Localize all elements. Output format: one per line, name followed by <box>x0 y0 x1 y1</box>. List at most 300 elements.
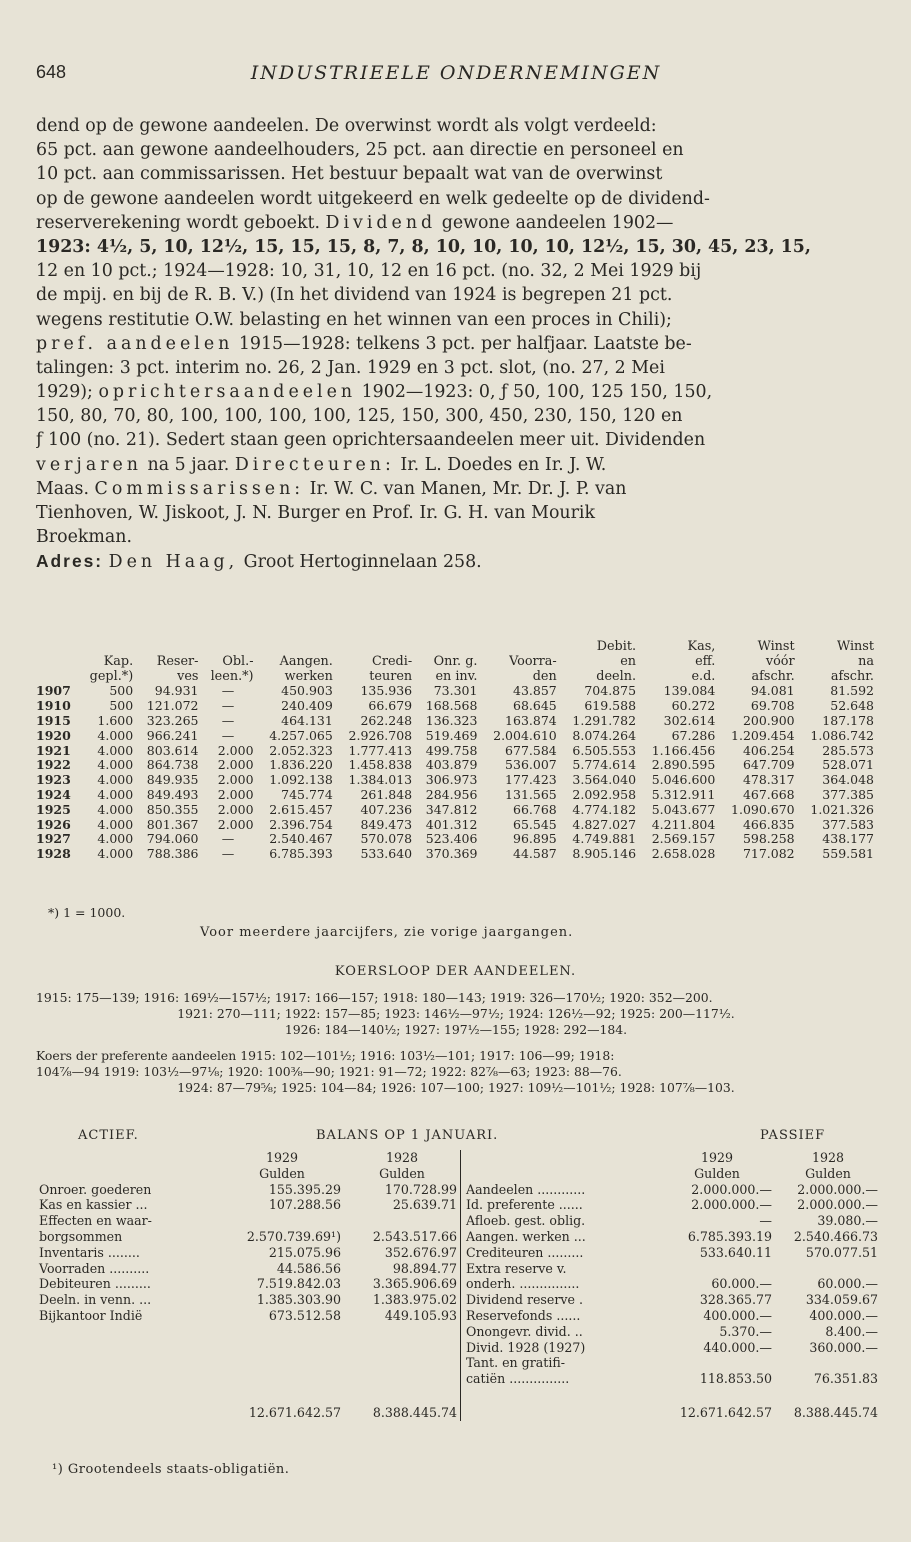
year-cell: 1928 <box>811 1150 845 1165</box>
value-cell: 1.166.456 <box>651 742 716 758</box>
year-cell: 1915 <box>36 712 71 728</box>
text-line <box>36 404 876 428</box>
value-cell: 464.131 <box>281 712 333 728</box>
balance-amount <box>344 1371 461 1387</box>
price-line: 104⅞—94 1919: 103½—97⅛; 1920: 100⅜—90; 1921: 91—72; 1922: 82⅞—63; 1923: 88—76. <box>36 1064 622 1079</box>
value-cell: 377.385 <box>822 786 874 802</box>
value-cell: 717.082 <box>742 846 795 862</box>
year-cell: 1929 <box>700 1150 734 1165</box>
year-cell: 1922 <box>36 757 71 773</box>
value-cell: 849.493 <box>146 786 199 802</box>
balance-amount: 533.640.11 <box>699 1244 772 1260</box>
value-cell: 4.000 <box>97 757 134 773</box>
balance-amount: 170.728.99 <box>384 1181 457 1197</box>
value-cell: 4.000 <box>97 846 134 862</box>
value-cell: 4.000 <box>97 772 134 788</box>
total-amount: 12.671.642.57 <box>248 1404 341 1420</box>
value-cell: 519.469 <box>425 727 478 743</box>
text-run: wegens restitutie O.W. belasting en het winnen van een proces in Chili); <box>36 309 672 330</box>
value-cell: 1.209.454 <box>731 727 795 743</box>
spaced-term: Den Haag, <box>108 552 239 573</box>
value-cell: 2.052.323 <box>269 742 333 758</box>
year-cell: 1920 <box>36 727 71 743</box>
text-line <box>36 162 876 186</box>
value-cell: 1.291.782 <box>572 712 637 728</box>
balance-item <box>36 1371 220 1387</box>
year-row <box>36 1150 881 1166</box>
value-cell: 177.423 <box>505 772 557 788</box>
blank-cell <box>463 1399 659 1421</box>
unit-row <box>36 1166 881 1182</box>
value-cell: 864.738 <box>146 757 199 773</box>
spaced-term: Commissarissen: <box>94 478 305 499</box>
value-cell: 5.046.600 <box>651 772 716 788</box>
header-cell <box>135 640 200 655</box>
blank-cell <box>36 1387 220 1399</box>
year-cell: 1926 <box>36 816 71 832</box>
value-cell: 401.312 <box>425 816 478 832</box>
balance-amount: 570.077.51 <box>805 1244 878 1260</box>
header-cell: werken <box>284 668 333 684</box>
header-cell: ves <box>177 668 199 684</box>
table-row <box>34 744 876 759</box>
balance-item: Tant. en gratifi- <box>466 1355 566 1371</box>
ordinary-share-prices <box>36 990 876 1038</box>
blank-cell <box>775 1387 881 1399</box>
header-cell: Kas, <box>687 639 716 654</box>
text-run: 10 pct. aan commissarissen. Het bestuur bepaalt wat van de overwinst <box>36 164 663 185</box>
balance-row <box>36 1213 881 1229</box>
value-cell: 67.286 <box>671 727 716 743</box>
balance-item: Kas en kassier ... <box>39 1197 148 1213</box>
value-cell: 4.000 <box>97 742 134 758</box>
header-cell: Credi- <box>372 653 413 669</box>
value-cell: 745.774 <box>281 786 333 802</box>
text-run: 1915—1928: telkens 3 pct. per halfjaar. Laatste be- <box>233 333 692 354</box>
table-row <box>34 714 876 729</box>
table-row <box>34 803 876 818</box>
balance-item: Aandeelen ............ <box>466 1181 586 1197</box>
header-cell: vóór <box>765 653 795 669</box>
year-cell: 1925 <box>36 801 71 817</box>
value-cell: 121.072 <box>146 698 199 714</box>
text-run: 1902—1923: 0, ƒ 50, 100, 125 150, 150, <box>356 382 713 403</box>
spaced-term: verjaren <box>36 454 142 475</box>
totals-row <box>36 1399 881 1421</box>
value-cell: 466.835 <box>742 816 795 832</box>
balance-row <box>36 1276 881 1292</box>
balance-amount <box>344 1324 461 1340</box>
text-line <box>36 114 876 138</box>
value-cell: 4.257.065 <box>269 727 333 743</box>
header-cell <box>34 640 79 655</box>
value-cell: 570.078 <box>360 831 413 847</box>
more-figures-note: Voor meerdere jaarcijfers, zie vorige jaargangen. <box>200 925 574 940</box>
balance-amount: 155.395.29 <box>268 1181 341 1197</box>
value-cell: 499.758 <box>425 742 478 758</box>
year-cell: 1924 <box>36 786 71 802</box>
value-cell: 2.000 <box>217 801 254 817</box>
value-cell: 323.265 <box>146 712 199 728</box>
price-line: 1915: 175—139; 1916: 169½—157½; 1917: 166—157; 1918: 180—143; 1919: 326—170½; 1920: 352—200. <box>36 990 713 1005</box>
value-cell: 849.473 <box>360 816 413 832</box>
balance-amount: 25.639.71 <box>392 1197 457 1213</box>
balance-amount: — <box>759 1213 772 1229</box>
text-run: Groot Hertoginnelaan 258. <box>238 552 482 573</box>
value-cell: 6.785.393 <box>269 846 333 862</box>
balance-title: BALANS OP 1 JANUARI. <box>316 1128 499 1143</box>
balance-item <box>36 1324 220 1340</box>
text-line <box>36 477 876 501</box>
value-cell: 377.583 <box>822 816 874 832</box>
value-cell: 66.679 <box>368 698 413 714</box>
value-cell: 4.000 <box>97 786 134 802</box>
value-cell: 284.956 <box>425 786 478 802</box>
header-cell: Onr. g. <box>433 653 478 669</box>
value-cell: 73.301 <box>433 683 478 699</box>
value-cell: 347.812 <box>425 801 478 817</box>
price-line: 1924: 87—79⅝; 1925: 104—84; 1926: 107—100; 1927: 109½—101½; 1928: 107⅞—103. <box>177 1080 735 1095</box>
price-line: 1921: 270—111; 1922: 157—85; 1923: 146½—97½; 1924: 126½—92; 1925: 200—117½. <box>177 1006 735 1021</box>
balance-item: Voorraden .......... <box>39 1260 150 1276</box>
balance-item: Id. preferente ...... <box>466 1197 583 1213</box>
balance-amount: 328.365.77 <box>699 1292 772 1308</box>
value-cell: 4.827.027 <box>572 816 637 832</box>
value-cell: 2.000 <box>217 816 254 832</box>
value-cell: 619.588 <box>584 698 637 714</box>
page-number: 648 <box>36 62 67 82</box>
value-cell: 2.092.958 <box>572 786 637 802</box>
header-cell <box>34 670 79 685</box>
balance-item <box>36 1355 220 1371</box>
value-cell: 68.645 <box>513 698 557 714</box>
blank-cell <box>344 1387 461 1399</box>
header-row <box>34 655 876 670</box>
header-cell <box>34 655 79 670</box>
year-cell: 1928 <box>385 1150 419 1165</box>
balance-row <box>36 1197 881 1213</box>
spacer-row <box>36 1387 881 1399</box>
text-line <box>36 211 876 235</box>
value-cell: 8.905.146 <box>572 846 637 862</box>
year-cell: 1923 <box>36 772 71 788</box>
running-title: INDUSTRIEELE ONDERNEMINGEN <box>250 62 662 84</box>
text-run: 65 pct. aan gewone aandeelhouders, 25 pct. aan directie en personeel en <box>36 140 684 161</box>
balance-row <box>36 1261 881 1277</box>
value-cell: 1.090.670 <box>731 801 795 817</box>
header-cell: teuren <box>369 668 413 684</box>
year-cell: 1921 <box>36 742 71 758</box>
value-cell: 135.936 <box>360 683 413 699</box>
text-run: ƒ 100 (no. 21). Sedert staan geen oprichtersaandeelen meer uit. Dividenden <box>36 430 706 451</box>
value-cell: 4.749.881 <box>572 831 637 847</box>
value-cell: — <box>221 727 235 743</box>
value-cell: 65.545 <box>513 816 557 832</box>
balance-item: Divid. 1928 (1927) <box>466 1339 586 1355</box>
balance-amount: 44.586.56 <box>276 1260 341 1276</box>
text-run: reserverekening wordt geboekt. <box>36 212 326 233</box>
table-row <box>34 684 876 699</box>
preferred-share-prices <box>36 1048 876 1096</box>
value-cell: 44.587 <box>513 846 557 862</box>
header-cell <box>201 640 256 655</box>
value-cell: 1.092.138 <box>269 772 333 788</box>
value-cell: 478.317 <box>742 772 795 788</box>
value-cell: 4.000 <box>97 727 134 743</box>
text-line <box>36 549 876 573</box>
text-run: talingen: 3 pct. interim no. 26, 2 Jan. 1929 en 3 pct. slot, (no. 27, 2 Mei <box>36 357 665 378</box>
header-cell: afschr. <box>751 668 795 684</box>
balance-row <box>36 1340 881 1356</box>
year-cell: 1907 <box>36 683 71 699</box>
value-cell: 81.592 <box>830 683 874 699</box>
balance-amount: 360.000.— <box>809 1339 878 1355</box>
value-cell: 1.384.013 <box>348 772 413 788</box>
value-cell: 94.931 <box>154 683 199 699</box>
value-cell: — <box>221 698 235 714</box>
blank-cell <box>220 1387 344 1399</box>
value-cell: 370.369 <box>425 846 478 862</box>
balance-amount: 2.570.739.69¹) <box>246 1228 341 1244</box>
value-cell: 8.074.264 <box>572 727 637 743</box>
balance-amount <box>344 1213 461 1229</box>
value-cell: — <box>221 683 235 699</box>
value-cell: 2.000 <box>217 757 254 773</box>
balance-item: Reservefonds ...... <box>466 1307 581 1323</box>
blank-cell <box>36 1399 220 1421</box>
text-line <box>36 235 876 259</box>
unit-cell: Gulden <box>694 1165 740 1181</box>
value-cell: 438.177 <box>822 831 874 847</box>
price-line: 1926: 184—140½; 1927: 197½—155; 1928: 292—184. <box>284 1022 628 1037</box>
balance-amount <box>775 1261 881 1277</box>
balance-amount: 2.000.000.— <box>797 1197 878 1213</box>
balance-amount <box>220 1355 344 1371</box>
header-row <box>34 640 876 655</box>
spaced-term: Directeuren: <box>234 454 395 475</box>
value-cell: 647.709 <box>742 757 795 773</box>
value-cell: — <box>221 712 235 728</box>
total-amount: 12.671.642.57 <box>679 1404 772 1420</box>
balance-amount <box>775 1355 881 1371</box>
value-cell: — <box>221 846 235 862</box>
balance-item: Inventaris ........ <box>39 1244 140 1260</box>
value-cell: 2.396.754 <box>269 816 333 832</box>
text-line <box>36 187 876 211</box>
table-row <box>34 818 876 833</box>
value-cell: 523.406 <box>425 831 478 847</box>
table-row <box>34 788 876 803</box>
value-cell: 801.367 <box>146 816 199 832</box>
spaced-term: Dividend <box>325 212 437 233</box>
value-cell: 2.004.610 <box>493 727 557 743</box>
text-run: Tienhoven, W. Jiskoot, J. N. Burger en Prof. Ir. G. H. van Mourik <box>36 503 596 523</box>
value-cell: 467.668 <box>742 786 795 802</box>
balance-item: Onongevr. divid. .. <box>466 1323 583 1339</box>
balance-row <box>36 1324 881 1340</box>
header-cell: en <box>620 653 637 669</box>
value-cell: 2.569.157 <box>651 831 716 847</box>
balance-amount: 352.676.97 <box>384 1244 457 1260</box>
value-cell: 43.857 <box>513 683 557 699</box>
value-cell: 788.386 <box>146 846 199 862</box>
value-cell: 66.768 <box>513 801 557 817</box>
year-cell: 1910 <box>36 698 71 714</box>
balance-item <box>36 1340 220 1356</box>
financial-results-table <box>34 640 876 862</box>
balance-amount <box>344 1340 461 1356</box>
value-cell: 704.875 <box>584 683 637 699</box>
value-cell: 1.021.326 <box>810 801 874 817</box>
unit-cell: Gulden <box>379 1165 425 1181</box>
value-cell: 1.777.413 <box>348 742 413 758</box>
balance-footnote: ¹) Grootendeels staats-obligatiën. <box>52 1462 290 1477</box>
value-cell: 4.000 <box>97 831 134 847</box>
balance-sheet <box>36 1150 881 1421</box>
value-cell: 849.935 <box>146 772 199 788</box>
value-cell: 1.836.220 <box>269 757 333 773</box>
value-cell: 4.000 <box>97 816 134 832</box>
header-cell: e.d. <box>691 668 716 684</box>
value-cell: 536.007 <box>505 757 557 773</box>
text-run: gewone aandeelen 1902— <box>436 212 674 233</box>
value-cell: 200.900 <box>742 712 795 728</box>
value-cell: 2.890.595 <box>651 757 716 773</box>
header-cell <box>79 640 135 655</box>
header-cell: gepl.*) <box>89 668 134 684</box>
header-cell: leen.*) <box>210 668 254 684</box>
financial-table-body <box>34 684 876 862</box>
financial-table-header <box>34 640 876 684</box>
unit-cell: Gulden <box>805 1165 851 1181</box>
actief-label: ACTIEF. <box>78 1128 139 1143</box>
unit-cell: Gulden <box>259 1165 305 1181</box>
header-cell: deeln. <box>596 668 637 684</box>
balance-amount: 400.000.— <box>703 1307 772 1323</box>
text-run: Ir. W. C. van Manen, Mr. Dr. J. P. van <box>304 478 627 499</box>
text-run: na 5 jaar. <box>142 454 235 475</box>
balance-amount <box>659 1355 775 1371</box>
text-line <box>36 308 876 332</box>
value-cell: 2.658.028 <box>651 846 716 862</box>
text-run: op de gewone aandeelen wordt uitgekeerd en welk gedeelte op de dividend- <box>36 188 710 209</box>
text-line <box>36 283 876 307</box>
value-cell: 285.573 <box>822 742 874 758</box>
spaced-term: oprichtersaandeelen <box>98 382 357 403</box>
unit-cell <box>463 1166 659 1182</box>
value-cell: 240.409 <box>281 698 333 714</box>
text-line <box>36 380 876 404</box>
running-header <box>36 62 876 90</box>
text-run: 150, 80, 70, 80, 100, 100, 100, 100, 125, 150, 300, 450, 230, 150, 120 en <box>36 406 683 427</box>
value-cell: 69.708 <box>750 698 795 714</box>
value-cell: 163.874 <box>505 712 557 728</box>
table-row <box>34 729 876 744</box>
text-line <box>36 138 876 162</box>
balance-item: Onroer. goederen <box>39 1181 152 1197</box>
text-line <box>36 501 876 525</box>
balance-amount: 3.365.906.69 <box>372 1276 457 1292</box>
balance-amount: 98.894.77 <box>392 1260 457 1276</box>
balance-amount: 60.000.— <box>711 1276 772 1292</box>
address-label: Adres: <box>36 551 104 572</box>
balance-item: Effecten en waar- <box>39 1213 152 1229</box>
share-price-title: KOERSLOOP DER AANDEELEN. <box>334 964 577 979</box>
balance-amount: 440.000.— <box>703 1339 772 1355</box>
value-cell: 1.600 <box>97 712 134 728</box>
balance-row <box>36 1182 881 1198</box>
header-cell: na <box>858 653 874 669</box>
text-line <box>36 453 876 477</box>
text-run: dend op de gewone aandeelen. De overwinst wordt als volgt verdeeld: <box>36 116 657 136</box>
blank-cell <box>463 1387 659 1399</box>
balance-amount: 107.288.56 <box>268 1197 341 1213</box>
value-cell: 139.084 <box>663 683 716 699</box>
text-run: Broekman. <box>36 527 132 548</box>
header-cell: Reser- <box>156 653 199 669</box>
balance-amount <box>220 1340 344 1356</box>
value-cell: — <box>221 831 235 847</box>
balance-item: Debiteuren ......... <box>39 1276 151 1292</box>
balance-amount: 334.059.67 <box>805 1292 878 1308</box>
balance-amount <box>659 1261 775 1277</box>
value-cell: 168.568 <box>425 698 478 714</box>
passief-label: PASSIEF <box>760 1128 826 1143</box>
year-cell <box>36 1150 220 1166</box>
balance-amount: 5.370.— <box>719 1323 772 1339</box>
value-cell: 598.258 <box>742 831 795 847</box>
text-run: de mpij. en bij de R. B. V.) (In het dividend van 1924 is begrepen 21 pct. <box>36 285 673 306</box>
balance-amount: 2.000.000.— <box>691 1181 772 1197</box>
balance-amount: 1.383.975.02 <box>372 1292 457 1308</box>
company-description <box>36 114 876 574</box>
spaced-term: pref. aandeelen <box>36 333 234 354</box>
balance-item: Bijkantoor Indië <box>39 1307 143 1323</box>
unit-cell <box>36 1166 220 1182</box>
year-cell: 1928 <box>36 846 71 862</box>
balance-amount: 2.000.000.— <box>691 1197 772 1213</box>
value-cell: 302.614 <box>663 712 716 728</box>
balance-amount: 673.512.58 <box>268 1307 341 1323</box>
year-cell: 1929 <box>265 1150 299 1165</box>
header-cell: Winst <box>757 639 795 654</box>
balance-row <box>36 1292 881 1308</box>
value-cell: 5.774.614 <box>572 757 637 773</box>
balance-item: Crediteuren ......... <box>466 1244 584 1260</box>
value-cell: 677.584 <box>505 742 557 758</box>
value-cell: 1.086.742 <box>810 727 874 743</box>
value-cell: 559.581 <box>822 846 874 862</box>
table-row <box>34 773 876 788</box>
header-cell: eff. <box>695 653 716 669</box>
value-cell: 94.081 <box>750 683 795 699</box>
text-run: Ir. L. Doedes en Ir. J. W. <box>394 454 607 475</box>
price-line: Koers der preferente aandeelen 1915: 102—101½; 1916: 103½—101; 1917: 106—99; 1918: <box>36 1048 615 1063</box>
text-run: 1929); <box>36 382 99 403</box>
thousands-footnote: *) 1 = 1000. <box>48 905 126 920</box>
balance-row <box>36 1229 881 1245</box>
balance-amount: 215.075.96 <box>268 1244 341 1260</box>
balance-amount <box>220 1213 344 1229</box>
header-cell: Winst <box>837 639 874 654</box>
balance-amount: 60.000.— <box>817 1276 878 1292</box>
header-cell: Aangen. <box>279 653 333 669</box>
balance-amount: 2.000.000.— <box>797 1181 878 1197</box>
value-cell: 528.071 <box>822 757 874 773</box>
balance-amount: 8.400.— <box>825 1323 878 1339</box>
value-cell: 187.178 <box>822 712 874 728</box>
balance-row <box>36 1245 881 1261</box>
